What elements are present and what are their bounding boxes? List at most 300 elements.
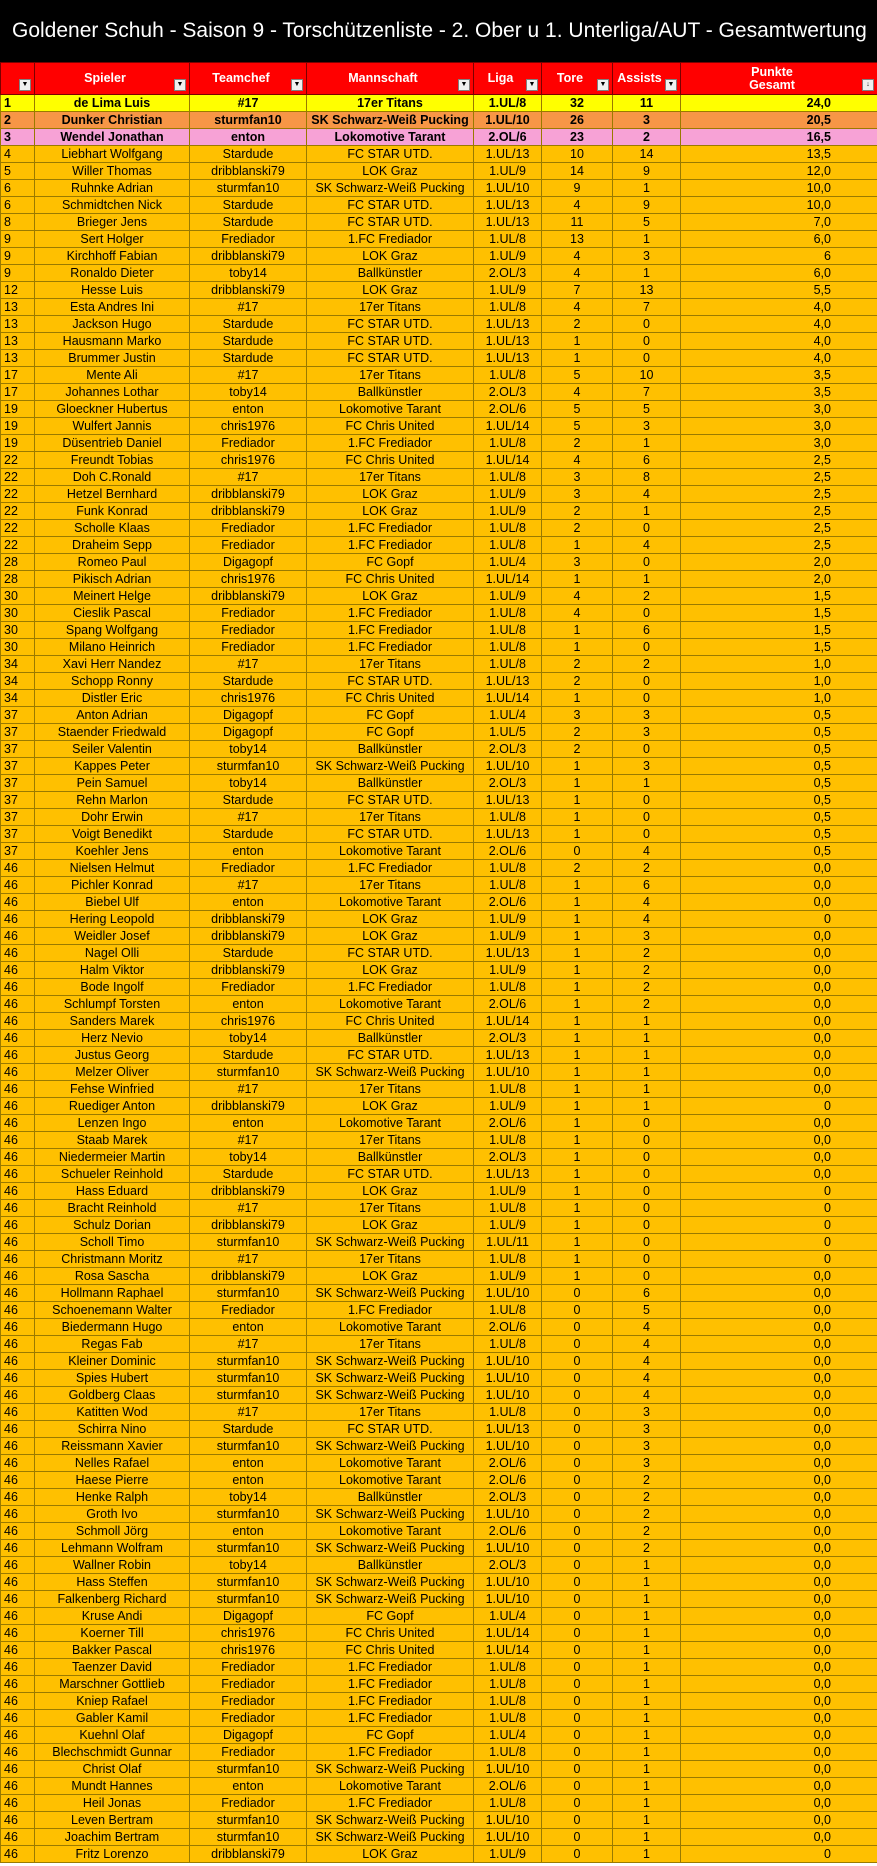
goals-cell[interactable]: 1 [542, 1234, 613, 1251]
player-cell[interactable]: Cieslik Pascal [35, 605, 190, 622]
player-cell[interactable]: Kruse Andi [35, 1608, 190, 1625]
teamchef-cell[interactable]: Frediador [190, 979, 307, 996]
goals-cell[interactable]: 0 [542, 1489, 613, 1506]
player-cell[interactable]: Schmoll Jörg [35, 1523, 190, 1540]
teamchef-cell[interactable]: Stardude [190, 673, 307, 690]
goals-cell[interactable]: 1 [542, 1149, 613, 1166]
assists-cell[interactable]: 2 [613, 979, 681, 996]
rank-cell[interactable]: 46 [1, 1149, 35, 1166]
teamchef-cell[interactable]: enton [190, 1115, 307, 1132]
points-cell[interactable]: 0 [681, 1234, 877, 1251]
team-cell[interactable]: FC Chris United [307, 1642, 474, 1659]
team-cell[interactable]: Lokomotive Tarant [307, 1472, 474, 1489]
goals-cell[interactable]: 4 [542, 299, 613, 316]
points-cell[interactable]: 3,5 [681, 367, 877, 384]
teamchef-cell[interactable]: toby14 [190, 1149, 307, 1166]
league-cell[interactable]: 1.UL/9 [474, 588, 542, 605]
teamchef-cell[interactable]: #17 [190, 1200, 307, 1217]
teamchef-cell[interactable]: sturmfan10 [190, 1540, 307, 1557]
goals-cell[interactable]: 5 [542, 418, 613, 435]
goals-cell[interactable]: 0 [542, 1829, 613, 1846]
rank-cell[interactable]: 34 [1, 673, 35, 690]
teamchef-cell[interactable]: #17 [190, 1251, 307, 1268]
points-cell[interactable]: 2,5 [681, 520, 877, 537]
teamchef-cell[interactable]: chris1976 [190, 1013, 307, 1030]
goals-cell[interactable]: 0 [542, 1727, 613, 1744]
player-cell[interactable]: Hausmann Marko [35, 333, 190, 350]
goals-cell[interactable]: 3 [542, 486, 613, 503]
league-cell[interactable]: 1.UL/13 [474, 1421, 542, 1438]
rank-cell[interactable]: 46 [1, 1727, 35, 1744]
col-header-spieler[interactable]: Spieler ▼ [35, 63, 190, 95]
league-cell[interactable]: 1.UL/9 [474, 486, 542, 503]
player-cell[interactable]: Rehn Marlon [35, 792, 190, 809]
points-cell[interactable]: 0,0 [681, 996, 877, 1013]
goals-cell[interactable]: 1 [542, 911, 613, 928]
rank-cell[interactable]: 46 [1, 1013, 35, 1030]
teamchef-cell[interactable]: sturmfan10 [190, 1285, 307, 1302]
player-cell[interactable]: Mente Ali [35, 367, 190, 384]
player-cell[interactable]: Biedermann Hugo [35, 1319, 190, 1336]
points-cell[interactable]: 2,5 [681, 452, 877, 469]
player-cell[interactable]: Spies Hubert [35, 1370, 190, 1387]
assists-cell[interactable]: 0 [613, 350, 681, 367]
team-cell[interactable]: LOK Graz [307, 282, 474, 299]
assists-cell[interactable]: 1 [613, 1710, 681, 1727]
player-cell[interactable]: Schlumpf Torsten [35, 996, 190, 1013]
player-cell[interactable]: Groth Ivo [35, 1506, 190, 1523]
rank-cell[interactable]: 46 [1, 1455, 35, 1472]
league-cell[interactable]: 1.UL/10 [474, 1761, 542, 1778]
teamchef-cell[interactable]: #17 [190, 809, 307, 826]
teamchef-cell[interactable]: Digagopf [190, 1727, 307, 1744]
goals-cell[interactable]: 1 [542, 537, 613, 554]
teamchef-cell[interactable]: sturmfan10 [190, 1829, 307, 1846]
league-cell[interactable]: 1.UL/13 [474, 350, 542, 367]
rank-cell[interactable]: 46 [1, 1693, 35, 1710]
team-cell[interactable]: 17er Titans [307, 299, 474, 316]
points-cell[interactable]: 3,0 [681, 435, 877, 452]
goals-cell[interactable]: 4 [542, 384, 613, 401]
assists-cell[interactable]: 0 [613, 809, 681, 826]
team-cell[interactable]: SK Schwarz-Weiß Pucking [307, 1761, 474, 1778]
teamchef-cell[interactable]: Stardude [190, 214, 307, 231]
team-cell[interactable]: FC STAR UTD. [307, 316, 474, 333]
team-cell[interactable]: Lokomotive Tarant [307, 843, 474, 860]
league-cell[interactable]: 2.OL/6 [474, 1523, 542, 1540]
player-cell[interactable]: Kuehnl Olaf [35, 1727, 190, 1744]
assists-cell[interactable]: 1 [613, 1574, 681, 1591]
assists-cell[interactable]: 1 [613, 1625, 681, 1642]
team-cell[interactable]: FC STAR UTD. [307, 1047, 474, 1064]
assists-cell[interactable]: 6 [613, 877, 681, 894]
rank-cell[interactable]: 37 [1, 809, 35, 826]
goals-cell[interactable]: 4 [542, 265, 613, 282]
rank-cell[interactable]: 46 [1, 1115, 35, 1132]
assists-cell[interactable]: 1 [613, 503, 681, 520]
assists-cell[interactable]: 3 [613, 418, 681, 435]
league-cell[interactable]: 1.UL/10 [474, 1353, 542, 1370]
assists-cell[interactable]: 1 [613, 1013, 681, 1030]
assists-cell[interactable]: 1 [613, 1744, 681, 1761]
points-cell[interactable]: 0,0 [681, 1574, 877, 1591]
rank-cell[interactable]: 30 [1, 588, 35, 605]
teamchef-cell[interactable]: sturmfan10 [190, 1064, 307, 1081]
points-cell[interactable]: 0,0 [681, 1285, 877, 1302]
rank-cell[interactable]: 19 [1, 435, 35, 452]
teamchef-cell[interactable]: toby14 [190, 1030, 307, 1047]
goals-cell[interactable]: 1 [542, 1251, 613, 1268]
assists-cell[interactable]: 0 [613, 826, 681, 843]
assists-cell[interactable]: 4 [613, 1319, 681, 1336]
points-cell[interactable]: 0,0 [681, 1642, 877, 1659]
rank-cell[interactable]: 9 [1, 248, 35, 265]
points-cell[interactable]: 16,5 [681, 129, 877, 146]
assists-cell[interactable]: 8 [613, 469, 681, 486]
teamchef-cell[interactable]: sturmfan10 [190, 1812, 307, 1829]
league-cell[interactable]: 1.UL/10 [474, 1438, 542, 1455]
team-cell[interactable]: Ballkünstler [307, 1557, 474, 1574]
league-cell[interactable]: 1.UL/13 [474, 316, 542, 333]
points-cell[interactable]: 0,0 [681, 1540, 877, 1557]
goals-cell[interactable]: 0 [542, 1812, 613, 1829]
assists-cell[interactable]: 4 [613, 1370, 681, 1387]
player-cell[interactable]: Kirchhoff Fabian [35, 248, 190, 265]
goals-cell[interactable]: 0 [542, 1795, 613, 1812]
teamchef-cell[interactable]: sturmfan10 [190, 1234, 307, 1251]
teamchef-cell[interactable]: enton [190, 1523, 307, 1540]
league-cell[interactable]: 1.UL/8 [474, 809, 542, 826]
team-cell[interactable]: FC STAR UTD. [307, 350, 474, 367]
league-cell[interactable]: 1.UL/8 [474, 1132, 542, 1149]
player-cell[interactable]: Nagel Olli [35, 945, 190, 962]
team-cell[interactable]: FC STAR UTD. [307, 792, 474, 809]
points-cell[interactable]: 1,0 [681, 656, 877, 673]
teamchef-cell[interactable]: dribblanski79 [190, 588, 307, 605]
assists-cell[interactable]: 5 [613, 1302, 681, 1319]
goals-cell[interactable]: 0 [542, 1625, 613, 1642]
rank-cell[interactable]: 13 [1, 333, 35, 350]
teamchef-cell[interactable]: toby14 [190, 265, 307, 282]
rank-cell[interactable]: 46 [1, 1829, 35, 1846]
goals-cell[interactable]: 0 [542, 1285, 613, 1302]
player-cell[interactable]: Wallner Robin [35, 1557, 190, 1574]
points-cell[interactable]: 0 [681, 1183, 877, 1200]
player-cell[interactable]: Pichler Konrad [35, 877, 190, 894]
player-cell[interactable]: Ronaldo Dieter [35, 265, 190, 282]
player-cell[interactable]: Kleiner Dominic [35, 1353, 190, 1370]
goals-cell[interactable]: 2 [542, 673, 613, 690]
league-cell[interactable]: 1.UL/8 [474, 1200, 542, 1217]
points-cell[interactable]: 2,5 [681, 469, 877, 486]
goals-cell[interactable]: 0 [542, 1336, 613, 1353]
assists-cell[interactable]: 4 [613, 1387, 681, 1404]
teamchef-cell[interactable]: Digagopf [190, 1608, 307, 1625]
assists-cell[interactable]: 2 [613, 588, 681, 605]
goals-cell[interactable]: 1 [542, 826, 613, 843]
team-cell[interactable]: Ballkünstler [307, 741, 474, 758]
points-cell[interactable]: 20,5 [681, 112, 877, 129]
rank-cell[interactable]: 22 [1, 452, 35, 469]
team-cell[interactable]: Lokomotive Tarant [307, 1115, 474, 1132]
player-cell[interactable]: Doh C.Ronald [35, 469, 190, 486]
points-cell[interactable]: 0,0 [681, 1727, 877, 1744]
goals-cell[interactable]: 0 [542, 1353, 613, 1370]
league-cell[interactable]: 1.UL/14 [474, 452, 542, 469]
filter-dropdown-icon[interactable]: ▼ [597, 79, 609, 91]
team-cell[interactable]: 17er Titans [307, 1132, 474, 1149]
assists-cell[interactable]: 3 [613, 248, 681, 265]
assists-cell[interactable]: 13 [613, 282, 681, 299]
rank-cell[interactable]: 46 [1, 1200, 35, 1217]
player-cell[interactable]: Biebel Ulf [35, 894, 190, 911]
teamchef-cell[interactable]: dribblanski79 [190, 503, 307, 520]
team-cell[interactable]: LOK Graz [307, 486, 474, 503]
league-cell[interactable]: 2.OL/3 [474, 265, 542, 282]
league-cell[interactable]: 1.UL/13 [474, 146, 542, 163]
team-cell[interactable]: 1.FC Frediador [307, 605, 474, 622]
teamchef-cell[interactable]: Stardude [190, 333, 307, 350]
team-cell[interactable]: Ballkünstler [307, 1149, 474, 1166]
player-cell[interactable]: Dunker Christian [35, 112, 190, 129]
points-cell[interactable]: 2,5 [681, 486, 877, 503]
goals-cell[interactable]: 26 [542, 112, 613, 129]
team-cell[interactable]: SK Schwarz-Weiß Pucking [307, 1812, 474, 1829]
teamchef-cell[interactable]: #17 [190, 1081, 307, 1098]
league-cell[interactable]: 1.UL/9 [474, 503, 542, 520]
league-cell[interactable]: 1.UL/8 [474, 639, 542, 656]
teamchef-cell[interactable]: dribblanski79 [190, 248, 307, 265]
assists-cell[interactable]: 9 [613, 163, 681, 180]
points-cell[interactable]: 0,5 [681, 792, 877, 809]
goals-cell[interactable]: 1 [542, 979, 613, 996]
rank-cell[interactable]: 46 [1, 1166, 35, 1183]
assists-cell[interactable]: 1 [613, 775, 681, 792]
league-cell[interactable]: 1.UL/9 [474, 248, 542, 265]
teamchef-cell[interactable]: Stardude [190, 1421, 307, 1438]
player-cell[interactable]: Draheim Sepp [35, 537, 190, 554]
rank-cell[interactable]: 9 [1, 231, 35, 248]
points-cell[interactable]: 0,0 [681, 1404, 877, 1421]
league-cell[interactable]: 1.UL/13 [474, 197, 542, 214]
goals-cell[interactable]: 0 [542, 1574, 613, 1591]
player-cell[interactable]: Milano Heinrich [35, 639, 190, 656]
goals-cell[interactable]: 4 [542, 588, 613, 605]
teamchef-cell[interactable]: enton [190, 996, 307, 1013]
team-cell[interactable]: Lokomotive Tarant [307, 1778, 474, 1795]
rank-cell[interactable]: 4 [1, 146, 35, 163]
assists-cell[interactable]: 4 [613, 1336, 681, 1353]
assists-cell[interactable]: 1 [613, 231, 681, 248]
goals-cell[interactable]: 1 [542, 571, 613, 588]
points-cell[interactable]: 1,5 [681, 622, 877, 639]
goals-cell[interactable]: 1 [542, 775, 613, 792]
assists-cell[interactable]: 0 [613, 1217, 681, 1234]
rank-cell[interactable]: 12 [1, 282, 35, 299]
goals-cell[interactable]: 1 [542, 1132, 613, 1149]
team-cell[interactable]: Ballkünstler [307, 384, 474, 401]
teamchef-cell[interactable]: #17 [190, 656, 307, 673]
rank-cell[interactable]: 46 [1, 1523, 35, 1540]
goals-cell[interactable]: 2 [542, 656, 613, 673]
assists-cell[interactable]: 3 [613, 1404, 681, 1421]
rank-cell[interactable]: 37 [1, 843, 35, 860]
rank-cell[interactable]: 46 [1, 894, 35, 911]
col-header-tore[interactable]: Tore ▼ [542, 63, 613, 95]
player-cell[interactable]: Bracht Reinhold [35, 1200, 190, 1217]
player-cell[interactable]: Jackson Hugo [35, 316, 190, 333]
player-cell[interactable]: Fritz Lorenzo [35, 1846, 190, 1863]
points-cell[interactable]: 0 [681, 911, 877, 928]
teamchef-cell[interactable]: sturmfan10 [190, 1506, 307, 1523]
teamchef-cell[interactable]: #17 [190, 469, 307, 486]
team-cell[interactable]: LOK Graz [307, 588, 474, 605]
player-cell[interactable]: Marschner Gottlieb [35, 1676, 190, 1693]
points-cell[interactable]: 13,5 [681, 146, 877, 163]
rank-cell[interactable]: 46 [1, 1251, 35, 1268]
player-cell[interactable]: Blechschmidt Gunnar [35, 1744, 190, 1761]
points-cell[interactable]: 0,0 [681, 1030, 877, 1047]
player-cell[interactable]: Sanders Marek [35, 1013, 190, 1030]
player-cell[interactable]: Distler Eric [35, 690, 190, 707]
league-cell[interactable]: 1.UL/9 [474, 1183, 542, 1200]
teamchef-cell[interactable]: #17 [190, 95, 307, 112]
rank-cell[interactable]: 46 [1, 1421, 35, 1438]
assists-cell[interactable]: 11 [613, 95, 681, 112]
points-cell[interactable]: 0,0 [681, 1455, 877, 1472]
team-cell[interactable]: SK Schwarz-Weiß Pucking [307, 1353, 474, 1370]
points-cell[interactable]: 0,0 [681, 1438, 877, 1455]
teamchef-cell[interactable]: toby14 [190, 741, 307, 758]
points-cell[interactable]: 0,0 [681, 1659, 877, 1676]
points-cell[interactable]: 4,0 [681, 299, 877, 316]
assists-cell[interactable]: 2 [613, 1506, 681, 1523]
points-cell[interactable]: 0 [681, 1098, 877, 1115]
player-cell[interactable]: Meinert Helge [35, 588, 190, 605]
team-cell[interactable]: FC Chris United [307, 452, 474, 469]
team-cell[interactable]: Lokomotive Tarant [307, 1319, 474, 1336]
league-cell[interactable]: 1.UL/8 [474, 1302, 542, 1319]
player-cell[interactable]: Christmann Moritz [35, 1251, 190, 1268]
teamchef-cell[interactable]: #17 [190, 1336, 307, 1353]
points-cell[interactable]: 0,0 [681, 1591, 877, 1608]
assists-cell[interactable]: 3 [613, 724, 681, 741]
goals-cell[interactable]: 1 [542, 622, 613, 639]
teamchef-cell[interactable]: sturmfan10 [190, 1574, 307, 1591]
rank-cell[interactable]: 34 [1, 690, 35, 707]
rank-cell[interactable]: 46 [1, 1761, 35, 1778]
league-cell[interactable]: 1.UL/8 [474, 1744, 542, 1761]
rank-cell[interactable]: 6 [1, 180, 35, 197]
player-cell[interactable]: Düsentrieb Daniel [35, 435, 190, 452]
assists-cell[interactable]: 0 [613, 1149, 681, 1166]
teamchef-cell[interactable]: Stardude [190, 350, 307, 367]
assists-cell[interactable]: 7 [613, 384, 681, 401]
goals-cell[interactable]: 0 [542, 1506, 613, 1523]
player-cell[interactable]: Scholle Klaas [35, 520, 190, 537]
assists-cell[interactable]: 6 [613, 452, 681, 469]
goals-cell[interactable]: 1 [542, 945, 613, 962]
team-cell[interactable]: 17er Titans [307, 1336, 474, 1353]
points-cell[interactable]: 10,0 [681, 180, 877, 197]
goals-cell[interactable]: 1 [542, 1268, 613, 1285]
points-cell[interactable]: 0,5 [681, 724, 877, 741]
team-cell[interactable]: SK Schwarz-Weiß Pucking [307, 1506, 474, 1523]
teamchef-cell[interactable]: sturmfan10 [190, 1438, 307, 1455]
points-cell[interactable]: 0,0 [681, 860, 877, 877]
league-cell[interactable]: 2.OL/6 [474, 1455, 542, 1472]
rank-cell[interactable]: 46 [1, 1098, 35, 1115]
teamchef-cell[interactable]: Stardude [190, 792, 307, 809]
points-cell[interactable]: 0,0 [681, 1710, 877, 1727]
team-cell[interactable]: FC Gopf [307, 724, 474, 741]
points-cell[interactable]: 10,0 [681, 197, 877, 214]
filter-dropdown-icon[interactable]: ▼ [458, 79, 470, 91]
rank-cell[interactable]: 46 [1, 877, 35, 894]
assists-cell[interactable]: 2 [613, 656, 681, 673]
assists-cell[interactable]: 5 [613, 401, 681, 418]
rank-cell[interactable]: 22 [1, 469, 35, 486]
player-cell[interactable]: Brummer Justin [35, 350, 190, 367]
league-cell[interactable]: 1.UL/10 [474, 1506, 542, 1523]
team-cell[interactable]: SK Schwarz-Weiß Pucking [307, 1387, 474, 1404]
points-cell[interactable]: 7,0 [681, 214, 877, 231]
col-header-liga[interactable]: Liga ▼ [474, 63, 542, 95]
league-cell[interactable]: 2.OL/3 [474, 1489, 542, 1506]
team-cell[interactable]: FC Chris United [307, 1625, 474, 1642]
points-cell[interactable]: 12,0 [681, 163, 877, 180]
points-cell[interactable]: 4,0 [681, 333, 877, 350]
assists-cell[interactable]: 2 [613, 1523, 681, 1540]
rank-cell[interactable]: 46 [1, 1404, 35, 1421]
team-cell[interactable]: 1.FC Frediador [307, 1744, 474, 1761]
rank-cell[interactable]: 28 [1, 554, 35, 571]
league-cell[interactable]: 1.UL/4 [474, 1608, 542, 1625]
goals-cell[interactable]: 14 [542, 163, 613, 180]
league-cell[interactable]: 2.OL/6 [474, 401, 542, 418]
rank-cell[interactable]: 34 [1, 656, 35, 673]
team-cell[interactable]: FC STAR UTD. [307, 197, 474, 214]
teamchef-cell[interactable]: chris1976 [190, 571, 307, 588]
team-cell[interactable]: 1.FC Frediador [307, 1659, 474, 1676]
league-cell[interactable]: 1.UL/14 [474, 1625, 542, 1642]
goals-cell[interactable]: 1 [542, 333, 613, 350]
league-cell[interactable]: 1.UL/13 [474, 1047, 542, 1064]
league-cell[interactable]: 2.OL/6 [474, 1115, 542, 1132]
rank-cell[interactable]: 8 [1, 214, 35, 231]
player-cell[interactable]: Johannes Lothar [35, 384, 190, 401]
rank-cell[interactable]: 37 [1, 758, 35, 775]
league-cell[interactable]: 1.UL/11 [474, 1234, 542, 1251]
teamchef-cell[interactable]: enton [190, 1319, 307, 1336]
teamchef-cell[interactable]: Frediador [190, 1710, 307, 1727]
team-cell[interactable]: LOK Graz [307, 911, 474, 928]
rank-cell[interactable]: 37 [1, 741, 35, 758]
team-cell[interactable]: FC STAR UTD. [307, 333, 474, 350]
rank-cell[interactable]: 46 [1, 1336, 35, 1353]
goals-cell[interactable]: 10 [542, 146, 613, 163]
teamchef-cell[interactable]: Stardude [190, 826, 307, 843]
goals-cell[interactable]: 5 [542, 367, 613, 384]
teamchef-cell[interactable]: Stardude [190, 197, 307, 214]
assists-cell[interactable]: 1 [613, 1608, 681, 1625]
player-cell[interactable]: Hass Steffen [35, 1574, 190, 1591]
team-cell[interactable]: Ballkünstler [307, 265, 474, 282]
goals-cell[interactable]: 0 [542, 1302, 613, 1319]
goals-cell[interactable]: 2 [542, 860, 613, 877]
points-cell[interactable]: 1,0 [681, 673, 877, 690]
rank-cell[interactable]: 37 [1, 724, 35, 741]
